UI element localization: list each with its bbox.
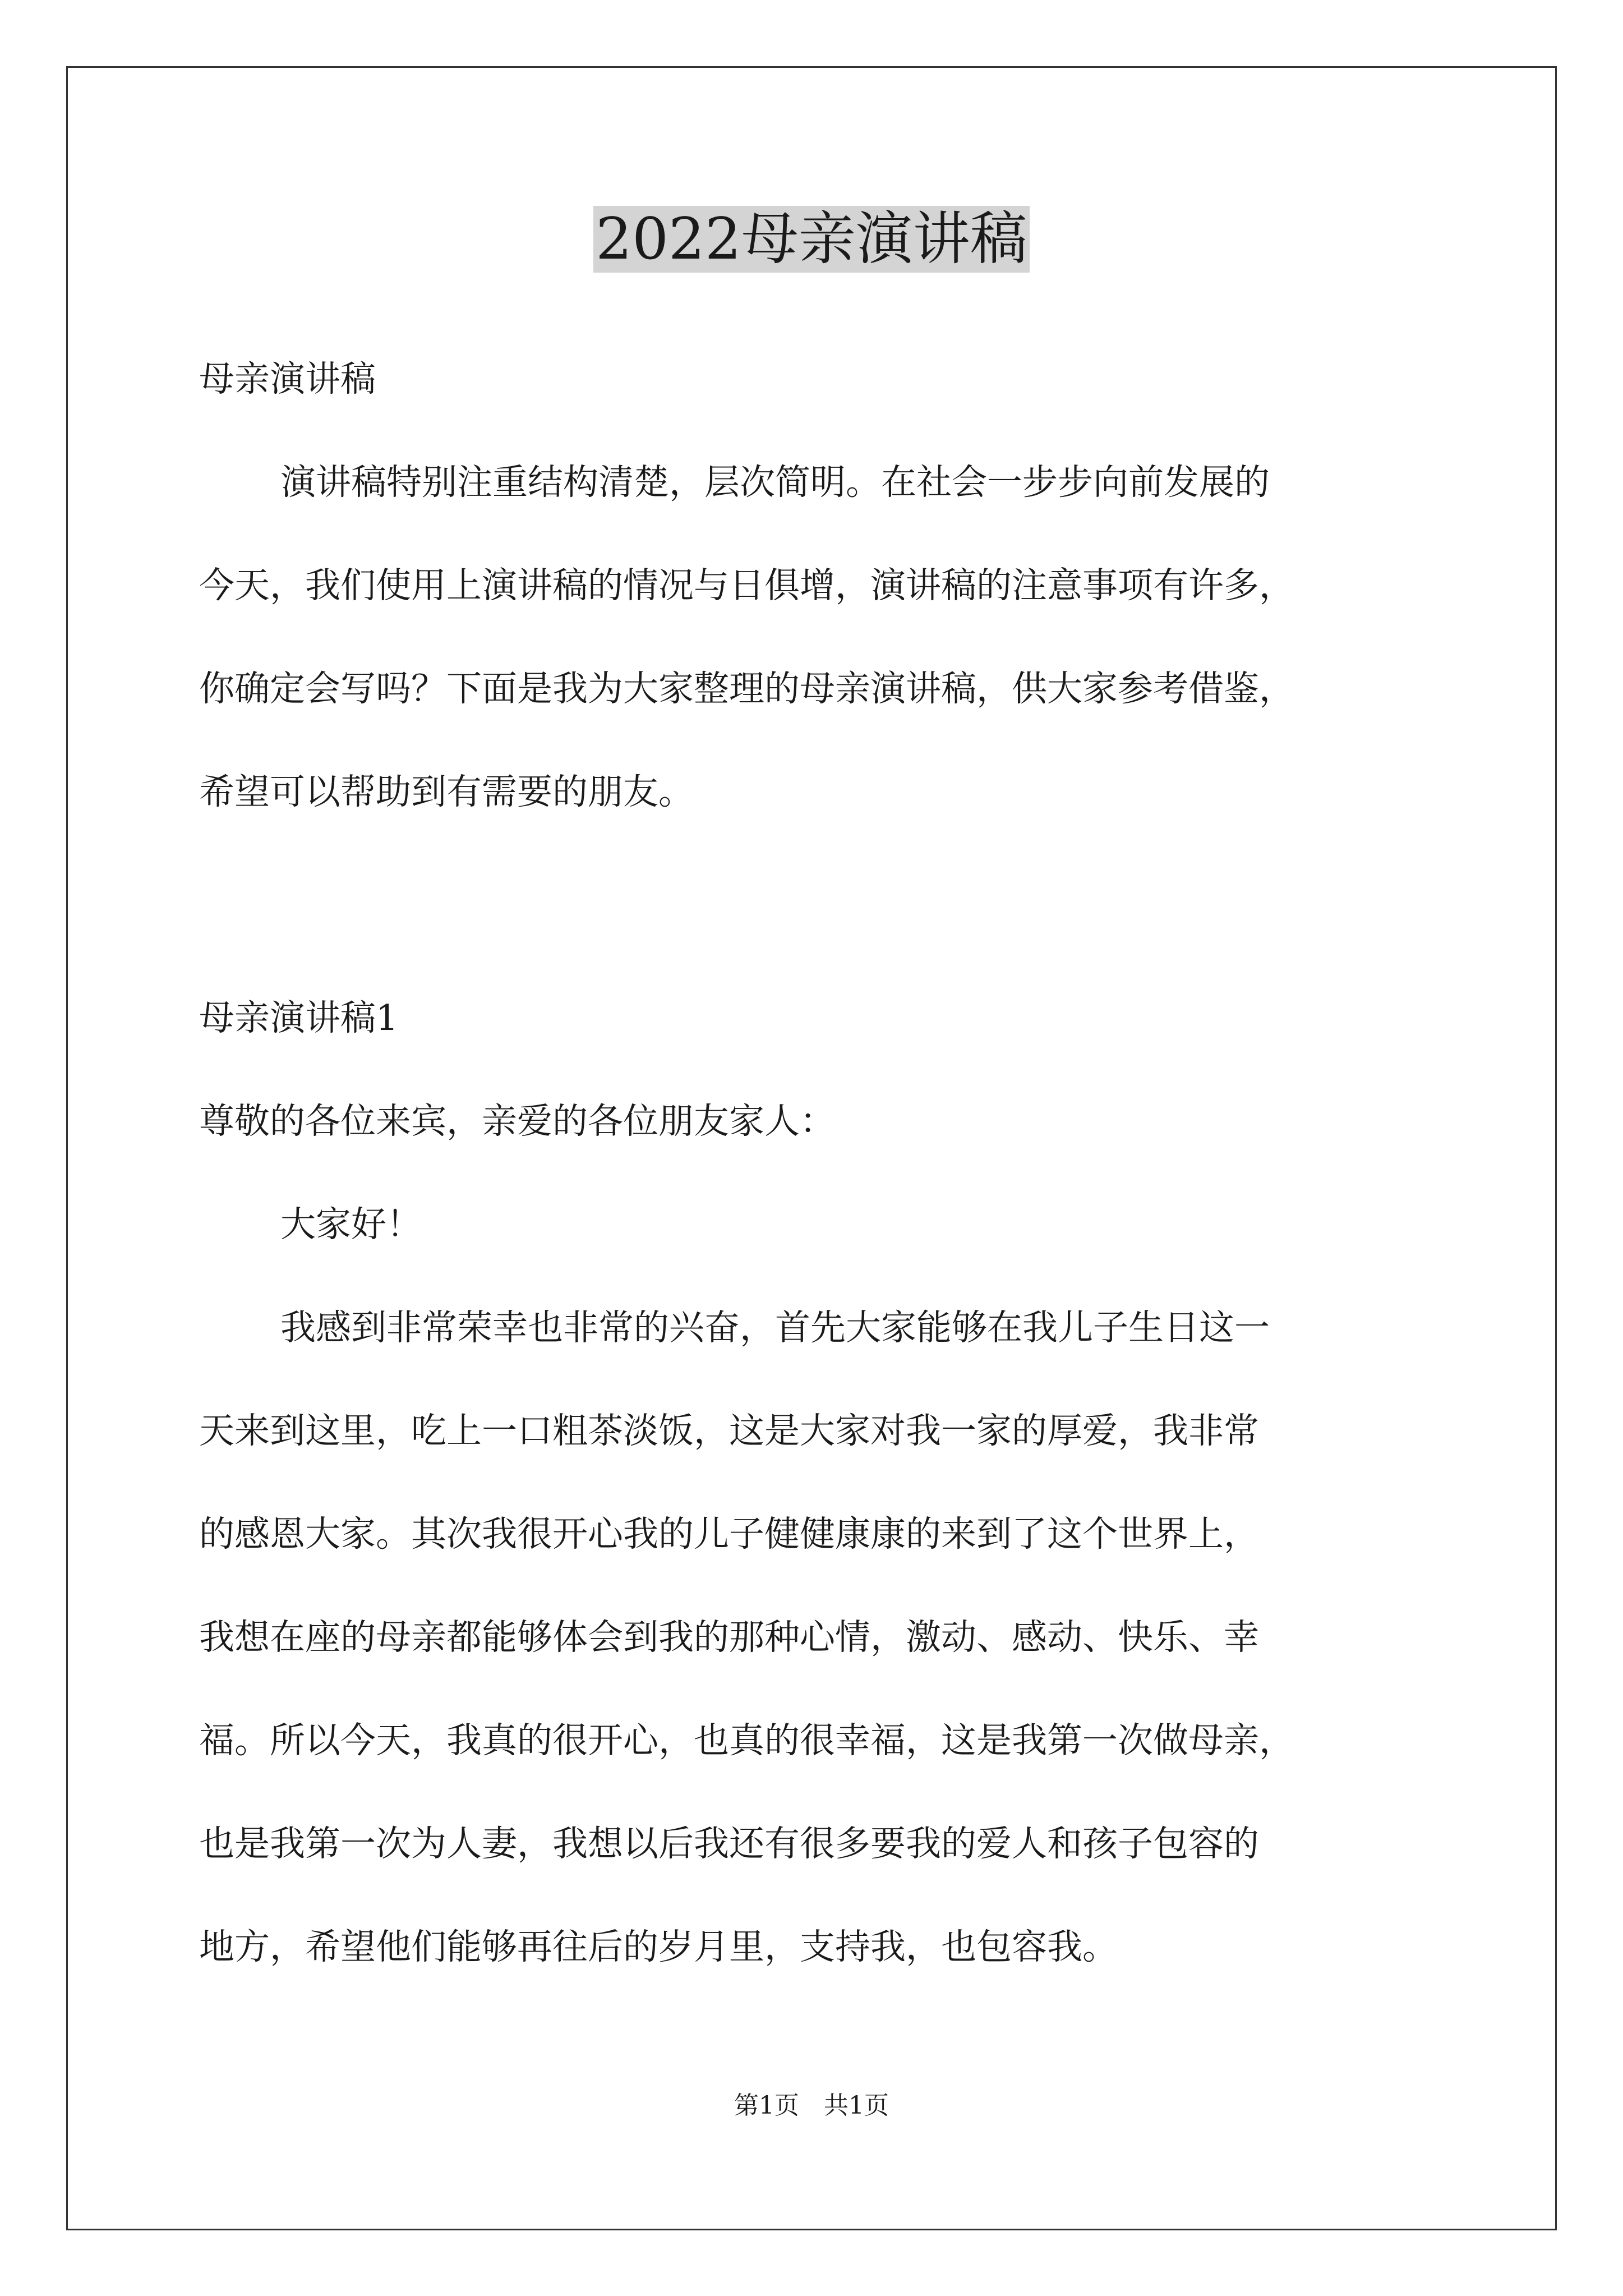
intro-line-2: 今天，我们使用上演讲稿的情况与日俱增，演讲稿的注意事项有许多，: [199, 565, 1294, 606]
body-line-6: 也是我第一次为人妻，我想以后我还有很多要我的爱人和孩子包容的: [199, 1823, 1259, 1864]
page-number-footer: 第1页 共1页: [734, 2091, 889, 2120]
body-line-7: 地方，希望他们能够再往后的岁月里，支持我，也包容我。: [199, 1926, 1118, 1967]
body-line-4: 我想在座的母亲都能够体会到我的那种心情，激动、感动、快乐、幸: [199, 1617, 1259, 1658]
body-line-2: 天来到这里，吃上一口粗茶淡饭，这是大家对我一家的厚爱，我非常: [199, 1410, 1259, 1451]
document-title-text: 2022母亲演讲稿: [593, 206, 1030, 273]
section-heading: 母亲演讲稿1: [199, 997, 399, 1038]
intro-line-1: 演讲稿特别注重结构清楚，层次简明。在社会一步步向前发展的: [280, 462, 1270, 503]
body-line-3: 的感恩大家。其次我很开心我的儿子健健康康的来到了这个世界上，: [199, 1513, 1259, 1554]
greeting: 大家好！: [280, 1204, 422, 1245]
body-line-5: 福。所以今天，我真的很开心，也真的很幸福，这是我第一次做母亲，: [199, 1720, 1294, 1761]
document-title: [0, 203, 1623, 276]
intro-line-4: 希望可以帮助到有需要的朋友。: [199, 771, 694, 812]
subtitle: 母亲演讲稿: [199, 358, 376, 399]
body-line-1: 我感到非常荣幸也非常的兴奋，首先大家能够在我儿子生日这一: [280, 1307, 1270, 1348]
salutation: 尊敬的各位来宾，亲爱的各位朋友家人：: [199, 1101, 835, 1142]
intro-line-3: 你确定会写吗？下面是我为大家整理的母亲演讲稿，供大家参考借鉴，: [199, 668, 1294, 709]
